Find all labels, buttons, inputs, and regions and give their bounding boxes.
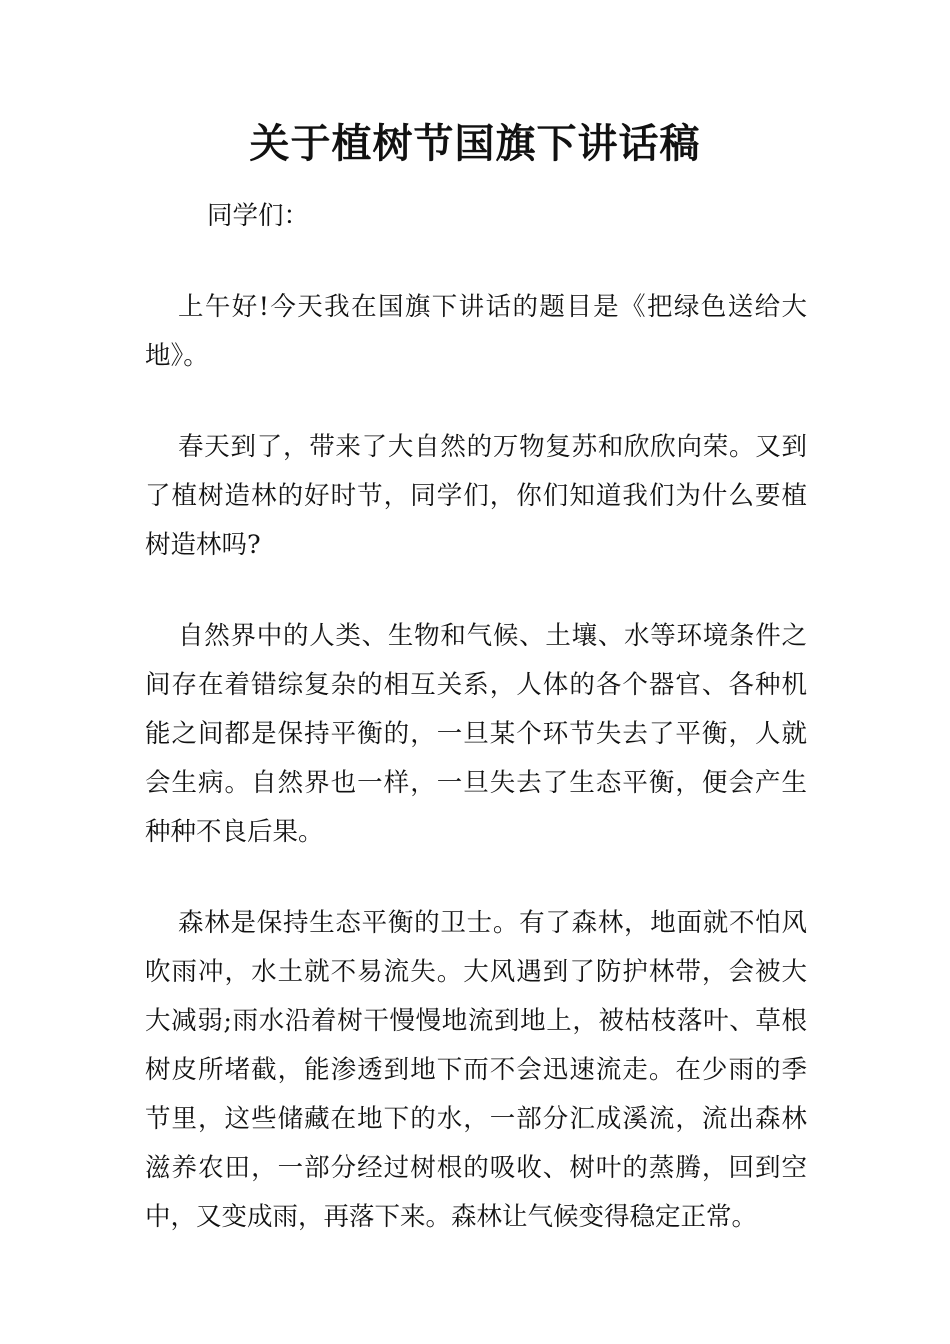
paragraph-2: 春天到了，带来了大自然的万物复苏和欣欣向荣。又到了植树造林的好时节，同学们，你们知道我们为什么要植树造林吗? [145,432,807,560]
document-body [145,192,807,1284]
paragraph-4: 森林是保持生态平衡的卫士。有了森林，地面就不怕风吹雨冲，水土就不易流失。大风遇到了防护林带，会被大大减弱;雨水沿着树干慢慢地流到地上，被枯枝落叶、草根树皮所堵截，能渗透到地下而不会迅速流走。在少雨的季节里，这些储藏在地下的水，一部分汇成溪流，流出森林滋养农田，一部分经过树根的吸收、树叶的蒸腾，回到空中，又变成雨，再落下来。森林让气候变得稳定正常。 [145,908,807,1232]
paragraph-3: 自然界中的人类、生物和气候、土壤、水等环境条件之间存在着错综复杂的相互关系，人体的各个器官、各种机能之间都是保持平衡的，一旦某个环节失去了平衡，人就会生病。自然界也一样，一旦失去了生态平衡，便会产生种种不良后果。 [145,621,807,847]
document-title: 关于植树节国旗下讲话稿 [249,120,701,167]
paragraph-1: 上午好!今天我在国旗下讲话的题目是《把绿色送给大地》。 [145,292,807,371]
greeting-line: 同学们： [207,201,310,231]
